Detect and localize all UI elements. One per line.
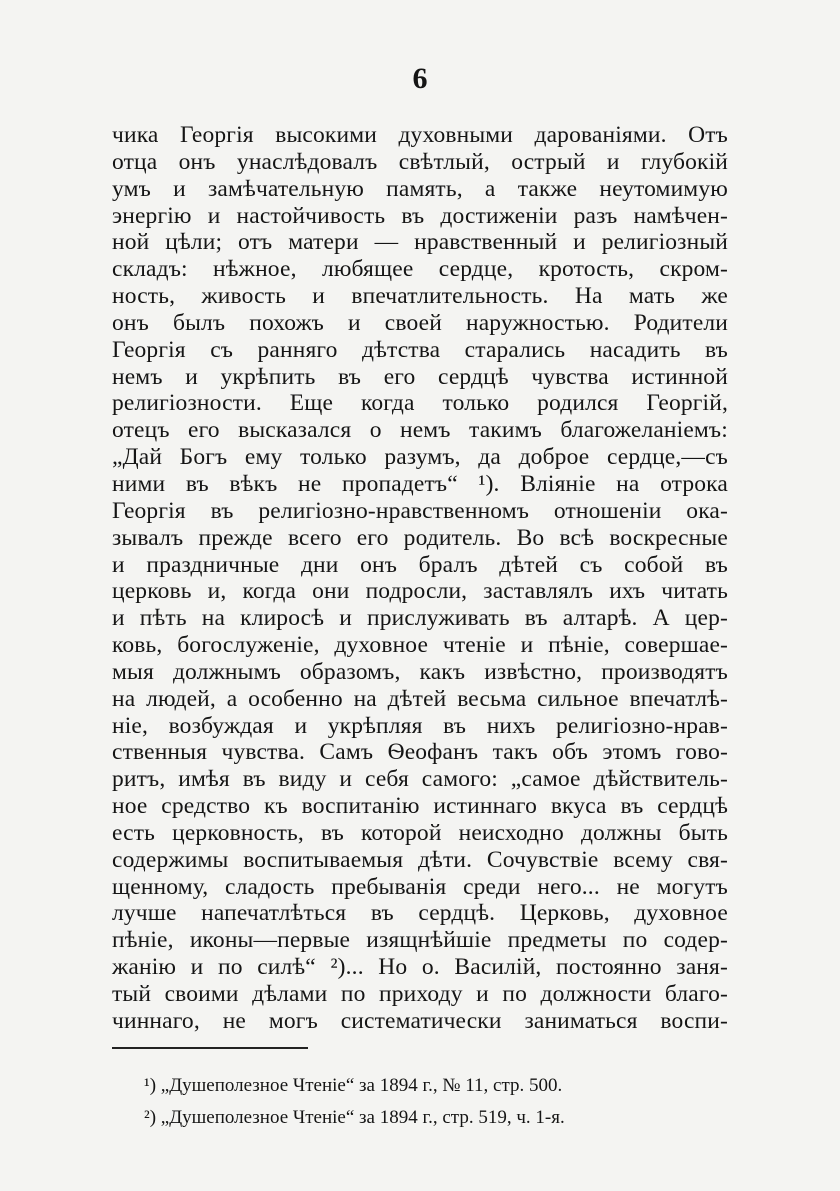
text-line: „Дай Богъ ему только разумъ, да доброе сердце,—съ bbox=[112, 444, 728, 471]
text-line: Георгія съ ранняго дѣтства старались насадить въ bbox=[112, 336, 728, 363]
text-line: складъ: нѣжное, любящее сердце, кротость, скром- bbox=[112, 256, 728, 283]
text-line: немъ и укрѣпить въ его сердцѣ чувства истинной bbox=[112, 363, 728, 390]
text-line: лучше напечатлѣться въ сердцѣ. Церковь, духовное bbox=[112, 900, 728, 927]
footnote-marker: ²) bbox=[144, 1107, 157, 1128]
footnote bbox=[144, 1102, 724, 1134]
text-line: мыя должнымъ образомъ, какъ извѣстно, производятъ bbox=[112, 658, 728, 685]
footnote bbox=[144, 1070, 724, 1102]
text-line: умъ и замѣчательную память, а также неутомимую bbox=[112, 175, 728, 202]
footnote-marker: ¹) bbox=[144, 1075, 157, 1096]
text-line: церковь и, когда они подросли, заставлялъ ихъ читать bbox=[112, 578, 728, 605]
footnotes bbox=[144, 1070, 724, 1134]
text-line: ними въ вѣкъ не пропадетъ“ ¹). Вліяніе на отрока bbox=[112, 470, 728, 497]
text-line: тый своими дѣлами по приходу и по должности благо- bbox=[112, 981, 728, 1007]
text-line: пѣніе, иконы—первые изящнѣйшіе предметы по содер- bbox=[112, 927, 728, 954]
text-line: зывалъ прежде всего его родитель. Во всѣ воскресные bbox=[112, 524, 728, 551]
page-number: 6 bbox=[412, 62, 428, 95]
text-line: религіозности. Еще когда только родился Георгій, bbox=[112, 390, 728, 417]
text-line: отецъ его высказался о немъ такимъ благожеланіемъ: bbox=[112, 417, 728, 444]
text-line: содержимы воспитываемыя дѣти. Сочувствіе всему свя- bbox=[112, 846, 728, 873]
footnote-text: „Душеполезное Чтеніе“ за 1894 г., стр. 519, ч. 1-я. bbox=[160, 1107, 565, 1128]
text-line: Георгія въ религіозно-нравственномъ отношеніи ока- bbox=[112, 497, 728, 524]
text-line: отца онъ унаслѣдовалъ свѣтлый, острый и глубокій bbox=[112, 148, 728, 175]
text-line: и пѣть на клиросѣ и прислуживать въ алтарѣ. А цер- bbox=[112, 605, 728, 632]
text-line: чика Георгія высокими духовными дарованіями. Отъ bbox=[112, 122, 728, 148]
text-line: ритъ, имѣя въ виду и себя самого: „самое дѣйствитель- bbox=[112, 766, 728, 793]
text-line: ной цѣли; отъ матери — нравственный и религіозный bbox=[112, 229, 728, 256]
footnote-text: „Душеполезное Чтеніе“ за 1894 г., № 11, стр. 500. bbox=[160, 1075, 563, 1096]
text-line: жанію и по силѣ“ ²)... Но о. Василій, постоянно заня- bbox=[112, 954, 728, 981]
text-line: ственныя чувства. Самъ Ѳеофанъ такъ объ этомъ гово- bbox=[112, 739, 728, 766]
text-line: чиннаго, не могъ систематически заниматься воспи- bbox=[112, 1007, 728, 1034]
body-text bbox=[112, 122, 728, 1035]
text-line: ное средство къ воспитанію истиннаго вкуса въ сердцѣ bbox=[112, 793, 728, 820]
text-line: ковь, богослуженіе, духовное чтеніе и пѣніе, совершае- bbox=[112, 632, 728, 659]
text-line: ность, живость и впечатлительность. На мать же bbox=[112, 283, 728, 310]
text-line: щенному, сладость пребыванія среди него... не могутъ bbox=[112, 873, 728, 900]
text-line: на людей, а особенно на дѣтей весьма сильное впечатлѣ- bbox=[112, 685, 728, 712]
text-line: есть церковность, въ которой неисходно должны быть bbox=[112, 819, 728, 846]
text-line: и праздничные дни онъ бралъ дѣтей съ собой въ bbox=[112, 551, 728, 578]
footnote-divider bbox=[112, 1047, 308, 1049]
text-line: ніе, возбуждая и укрѣпляя въ нихъ религіозно-нрав- bbox=[112, 712, 728, 739]
text-line: онъ былъ похожъ и своей наружностью. Родители bbox=[112, 309, 728, 336]
text-line: энергію и настойчивость въ достиженіи разъ намѣчен- bbox=[112, 202, 728, 229]
